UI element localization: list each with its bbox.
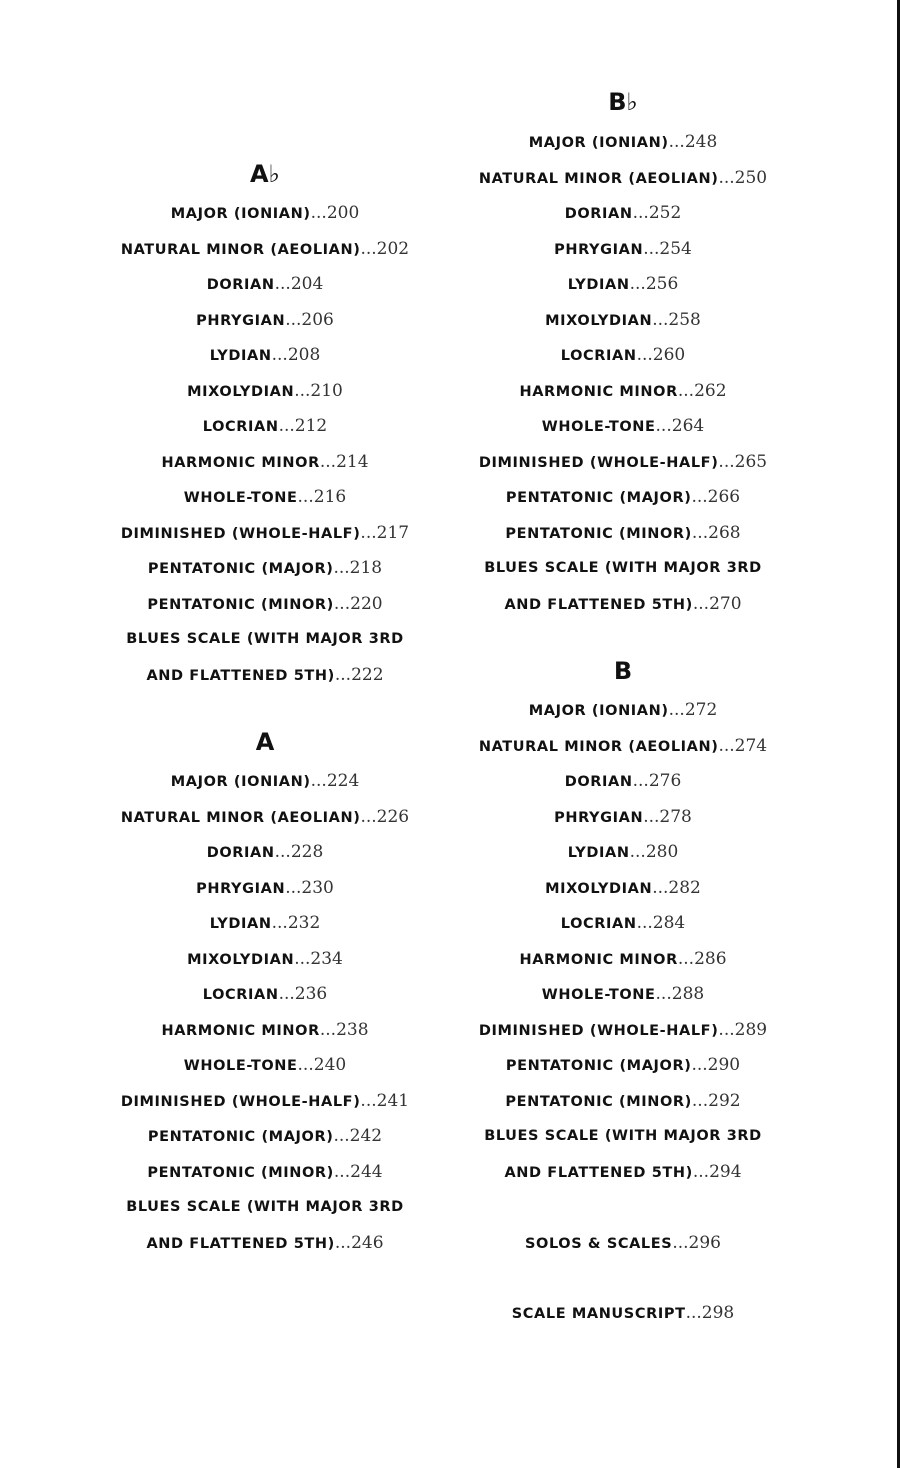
toc-entry[interactable]	[70, 983, 460, 1006]
entry-page-number: ... 218	[333, 558, 382, 578]
entry-page-number: ... 238	[320, 1020, 369, 1040]
entry-page-number: ... 278	[643, 807, 692, 827]
entry-page-number: ... 262	[678, 381, 727, 401]
toc-entry[interactable]	[428, 415, 818, 438]
entry-label: WHOLE-TONE	[541, 987, 656, 1003]
toc-entry[interactable]	[70, 1019, 460, 1042]
entry-label: MAJOR (IONIAN)	[528, 703, 669, 719]
entry-page-number: ... 296	[672, 1233, 721, 1253]
entry-label: MIXOLYDIAN	[545, 881, 653, 897]
toc-entry[interactable]	[428, 593, 818, 616]
entry-label: PENTATONIC (MAJOR)	[147, 561, 334, 577]
entry-page-number: ... 280	[630, 842, 679, 862]
entry-label: HARMONIC MINOR	[161, 1023, 320, 1039]
toc-entry[interactable]	[70, 841, 460, 864]
toc-entry[interactable]	[428, 167, 818, 190]
entry-page-number: ... 230	[285, 878, 334, 898]
entry-page-number: ... 214	[320, 452, 369, 472]
entry-page-number: ... 248	[669, 132, 718, 152]
entry-label: MAJOR (IONIAN)	[528, 135, 669, 151]
entry-page-number: ... 212	[279, 416, 328, 436]
toc-entry[interactable]	[70, 593, 460, 616]
toc-entry[interactable]	[428, 522, 818, 545]
entry-label: WHOLE-TONE	[183, 490, 298, 506]
toc-entry[interactable]	[70, 486, 460, 509]
entry-label: DORIAN	[564, 774, 633, 790]
entry-page-number: ... 244	[334, 1162, 383, 1182]
toc-entry[interactable]	[70, 1232, 460, 1255]
entry-page-number: ... 206	[285, 310, 334, 330]
toc-entry[interactable]	[428, 770, 818, 793]
toc-entry[interactable]	[70, 1125, 460, 1148]
entry-page-number: ... 232	[272, 913, 321, 933]
entry-page-number: ... 256	[630, 274, 679, 294]
entry-page-number: ... 289	[718, 1020, 767, 1040]
entry-page-number: ... 240	[298, 1055, 347, 1075]
entry-label: WHOLE-TONE	[541, 419, 656, 435]
entry-page-number: ... 288	[656, 984, 705, 1004]
entry-label: NATURAL MINOR (AEOLIAN)	[120, 242, 361, 258]
entry-page-number: ... 270	[693, 594, 742, 614]
entry-label: BLUES SCALE (WITH MAJOR 3RD	[484, 560, 762, 576]
entry-label: LYDIAN	[567, 277, 630, 293]
entry-label: PENTATONIC (MAJOR)	[505, 1058, 692, 1074]
entry-page-number: ... 222	[335, 665, 384, 685]
entry-label: LYDIAN	[209, 916, 272, 932]
toc-entry[interactable]	[70, 238, 460, 261]
entry-label: PHRYGIAN	[196, 313, 286, 329]
entry-label: LOCRIAN	[560, 916, 637, 932]
toc-entry[interactable]	[70, 309, 460, 332]
entry-label: BLUES SCALE (WITH MAJOR 3RD	[484, 1128, 762, 1144]
entry-page-number: ... 241	[360, 1091, 409, 1111]
entry-label: NATURAL MINOR (AEOLIAN)	[478, 171, 719, 187]
toc-entry[interactable]	[428, 735, 818, 758]
entry-page-number: ... 200	[311, 203, 360, 223]
entry-page-number: ... 220	[334, 594, 383, 614]
entry-page-number: ... 282	[652, 878, 701, 898]
toc-entry[interactable]	[428, 841, 818, 864]
section-key-heading: A♭	[250, 160, 280, 188]
entry-page-number: ... 286	[678, 949, 727, 969]
toc-entry[interactable]	[428, 557, 818, 579]
toc-entry[interactable]	[70, 522, 460, 545]
section-key-heading: B	[613, 657, 633, 685]
toc-entry[interactable]	[70, 557, 460, 580]
entry-page-number: ... 246	[335, 1233, 384, 1253]
entry-label: PENTATONIC (MINOR)	[505, 526, 692, 542]
toc-entry[interactable]	[428, 273, 818, 296]
entry-label: BLUES SCALE (WITH MAJOR 3RD	[126, 631, 404, 647]
toc-entry[interactable]	[70, 202, 460, 225]
entry-label: HARMONIC MINOR	[519, 952, 678, 968]
entry-label: HARMONIC MINOR	[161, 455, 320, 471]
entry-page-number: ... 265	[718, 452, 767, 472]
entry-page-number: ... 250	[718, 168, 767, 188]
entry-label: NATURAL MINOR (AEOLIAN)	[478, 739, 719, 755]
entry-page-number: ... 202	[360, 239, 409, 259]
entry-label: MIXOLYDIAN	[187, 952, 295, 968]
entry-page-number: ... 242	[333, 1126, 382, 1146]
toc-entry[interactable]	[70, 948, 460, 971]
toc-entry[interactable]	[428, 486, 818, 509]
entry-label: DIMINISHED (WHOLE-HALF)	[120, 1094, 361, 1110]
entry-label: BLUES SCALE (WITH MAJOR 3RD	[126, 1199, 404, 1215]
entry-page-number: ... 266	[691, 487, 740, 507]
entry-label: PHRYGIAN	[554, 242, 644, 258]
section-key-heading: A	[255, 728, 275, 756]
entry-page-number: ... 264	[656, 416, 705, 436]
toc-entry[interactable]	[70, 912, 460, 935]
toc-entry[interactable]	[70, 415, 460, 438]
toc-entry[interactable]	[428, 202, 818, 225]
entry-label: DORIAN	[206, 845, 275, 861]
entry-label: PENTATONIC (MAJOR)	[505, 490, 692, 506]
entry-label: MIXOLYDIAN	[187, 384, 295, 400]
entry-label: NATURAL MINOR (AEOLIAN)	[120, 810, 361, 826]
entry-label: LOCRIAN	[202, 419, 279, 435]
toc-entry[interactable]	[428, 1161, 818, 1184]
entry-label: MAJOR (IONIAN)	[170, 774, 311, 790]
toc-entry[interactable]	[428, 912, 818, 935]
entry-page-number: ... 272	[669, 700, 718, 720]
toc-entry[interactable]	[428, 877, 818, 900]
entry-label: MIXOLYDIAN	[545, 313, 653, 329]
entry-label: DIMINISHED (WHOLE-HALF)	[478, 1023, 719, 1039]
entry-label: DORIAN	[564, 206, 633, 222]
toc-entry[interactable]	[428, 1302, 818, 1325]
entry-label: WHOLE-TONE	[183, 1058, 298, 1074]
entry-label: DIMINISHED (WHOLE-HALF)	[120, 526, 361, 542]
toc-entry[interactable]	[428, 1054, 818, 1077]
toc-entry[interactable]	[70, 344, 460, 367]
toc-entry[interactable]	[428, 451, 818, 474]
entry-label: LOCRIAN	[560, 348, 637, 364]
entry-page-number: ... 260	[637, 345, 686, 365]
entry-label: AND FLATTENED 5TH)	[146, 668, 335, 684]
toc-entry[interactable]	[70, 1090, 460, 1113]
entry-label: SCALE MANUSCRIPT	[511, 1306, 686, 1322]
entry-page-number: ... 226	[360, 807, 409, 827]
toc-entry[interactable]	[428, 344, 818, 367]
entry-label: PENTATONIC (MINOR)	[505, 1094, 692, 1110]
entry-page-number: ... 204	[275, 274, 324, 294]
toc-entry[interactable]	[428, 699, 818, 722]
entry-label: PENTATONIC (MINOR)	[147, 597, 334, 613]
toc-entry[interactable]	[70, 770, 460, 793]
entry-page-number: ... 254	[643, 239, 692, 259]
toc-entry[interactable]	[70, 1161, 460, 1184]
entry-page-number: ... 258	[652, 310, 701, 330]
entry-page-number: ... 284	[637, 913, 686, 933]
toc-entry[interactable]	[70, 1196, 460, 1218]
toc-entry[interactable]	[70, 806, 460, 829]
entry-label: PHRYGIAN	[196, 881, 286, 897]
toc-entry[interactable]	[428, 1232, 818, 1255]
entry-label: PENTATONIC (MAJOR)	[147, 1129, 334, 1145]
entry-page-number: ... 228	[275, 842, 324, 862]
entry-label: PHRYGIAN	[554, 810, 644, 826]
toc-entry[interactable]	[428, 948, 818, 971]
toc-entry[interactable]	[428, 983, 818, 1006]
toc-entry[interactable]	[428, 1125, 818, 1147]
entry-page-number: ... 208	[272, 345, 321, 365]
toc-entry[interactable]	[428, 1090, 818, 1113]
entry-label: PENTATONIC (MINOR)	[147, 1165, 334, 1181]
entry-page-number: ... 292	[692, 1091, 741, 1111]
toc-entry[interactable]	[428, 380, 818, 403]
entry-page-number: ... 268	[692, 523, 741, 543]
toc-entry[interactable]	[70, 273, 460, 296]
entry-page-number: ... 274	[718, 736, 767, 756]
entry-label: AND FLATTENED 5TH)	[146, 1236, 335, 1252]
entry-page-number: ... 298	[686, 1303, 735, 1323]
toc-entry[interactable]	[428, 309, 818, 332]
entry-label: LYDIAN	[209, 348, 272, 364]
entry-label: AND FLATTENED 5TH)	[504, 1165, 693, 1181]
toc-entry[interactable]	[428, 1019, 818, 1042]
entry-page-number: ... 252	[633, 203, 682, 223]
entry-label: LYDIAN	[567, 845, 630, 861]
section-key-heading: B♭	[608, 88, 638, 116]
entry-page-number: ... 217	[360, 523, 409, 543]
entry-label: DIMINISHED (WHOLE-HALF)	[478, 455, 719, 471]
entry-page-number: ... 290	[691, 1055, 740, 1075]
entry-page-number: ... 294	[693, 1162, 742, 1182]
entry-label: MAJOR (IONIAN)	[170, 206, 311, 222]
entry-label: AND FLATTENED 5TH)	[504, 597, 693, 613]
entry-page-number: ... 236	[279, 984, 328, 1004]
toc-entry[interactable]	[428, 806, 818, 829]
entry-label: HARMONIC MINOR	[519, 384, 678, 400]
toc-entry[interactable]	[70, 628, 460, 650]
toc-entry[interactable]	[428, 131, 818, 154]
toc-entry[interactable]	[70, 877, 460, 900]
entry-page-number: ... 216	[298, 487, 347, 507]
toc-entry[interactable]	[70, 380, 460, 403]
entry-page-number: ... 276	[633, 771, 682, 791]
entry-label: DORIAN	[206, 277, 275, 293]
toc-entry[interactable]	[70, 1054, 460, 1077]
entry-label: SOLOS & SCALES	[525, 1236, 673, 1252]
entry-page-number: ... 210	[294, 381, 343, 401]
entry-label: LOCRIAN	[202, 987, 279, 1003]
toc-entry[interactable]	[70, 664, 460, 687]
entry-page-number: ... 234	[294, 949, 343, 969]
entry-page-number: ... 224	[311, 771, 360, 791]
toc-entry[interactable]	[70, 451, 460, 474]
toc-entry[interactable]	[428, 238, 818, 261]
